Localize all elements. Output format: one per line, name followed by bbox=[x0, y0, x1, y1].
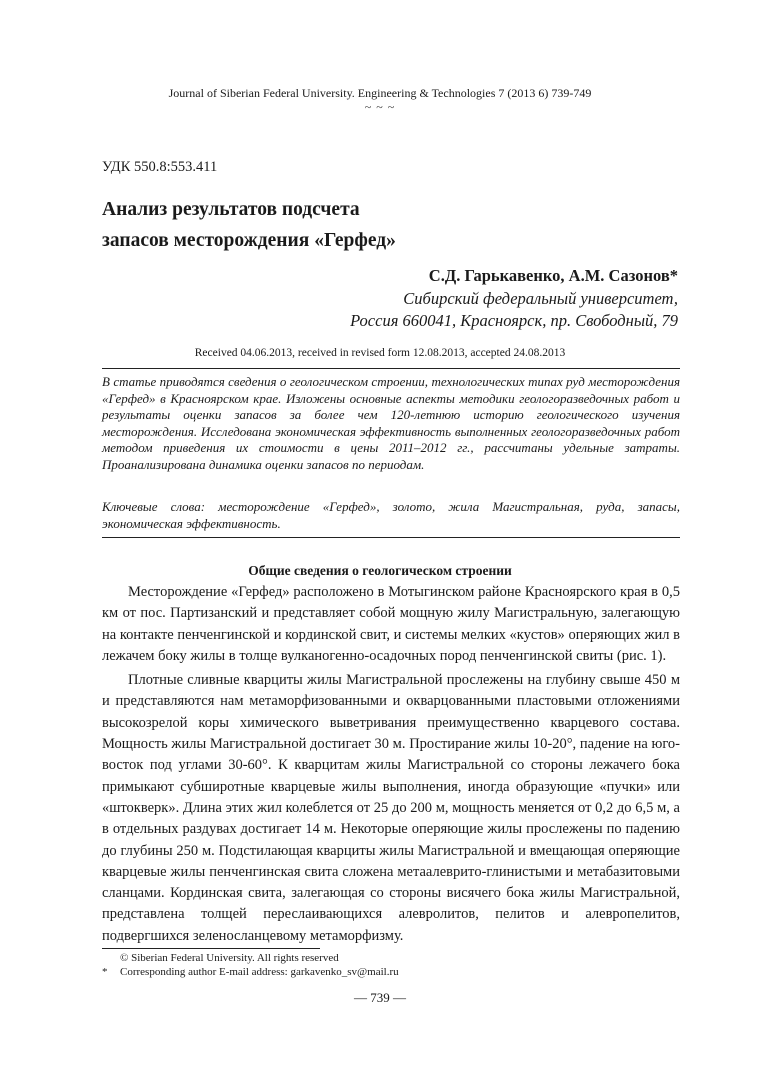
udk-code: УДК 550.8:553.411 bbox=[102, 159, 218, 175]
paper-title bbox=[102, 194, 396, 256]
abstract: В статье приводятся сведения о геологическом строении, технологических типах руд месторождения «Герфед» в Красноярском крае. Изложены основные аспекты методики геологоразведочных работ и результаты оценки запасов за более чем 120-летнюю историю геологического изучения месторождения. Исследована экономическая эффективность выполненных геологоразведочных работ методом приведения их стоимости в цены 2011–2012 гг., рассчитаны удельные затраты. Проанализирована динамика оценки запасов по периодам. bbox=[102, 374, 680, 472]
copyright-footnote: © Siberian Federal University. All rights reserved bbox=[120, 952, 339, 964]
journal-header: Journal of Siberian Federal University. Engineering & Technologies 7 (2013 6) 739-749 bbox=[168, 86, 592, 100]
paragraph-1: Месторождение «Герфед» расположено в Мотыгинском районе Красноярского края в 0,5 км от пос. Партизанский и представляет собой мощную жилу Магистральную, залегающую на контакте пенченгинской и кординской свит, и системы мелких «кустов» оперяющих жил в лежачем боку жилы в толще вулканогенно-осадочных пород пенченгинской свиты (рис. 1). bbox=[102, 584, 680, 664]
footnote-marker: * bbox=[102, 966, 108, 978]
abstract-bottom-rule bbox=[102, 537, 680, 538]
header-ornament: ~ ~ ~ bbox=[364, 100, 396, 114]
affiliation-line-1: Сибирский федеральный университет, bbox=[403, 289, 678, 308]
corresponding-footnote bbox=[102, 966, 399, 978]
body-text bbox=[102, 582, 680, 950]
paper-title-line-1: Анализ результатов подсчета bbox=[102, 199, 360, 220]
abstract-top-rule bbox=[102, 368, 680, 369]
section-title: Общие сведения о геологическом строении bbox=[248, 563, 512, 578]
affiliation-line-2: Россия 660041, Красноярск, пр. Свободный, 79 bbox=[350, 311, 678, 330]
corresponding-email: Corresponding author E-mail address: garkavenko_sv@mail.ru bbox=[120, 966, 399, 978]
affiliation bbox=[350, 288, 678, 332]
authors: С.Д. Гарькавенко, А.М. Сазонов* bbox=[428, 266, 678, 285]
paper-title-line-2: запасов месторождения «Герфед» bbox=[102, 230, 396, 251]
received-dates: Received 04.06.2013, received in revised form 12.08.2013, accepted 24.08.2013 bbox=[194, 347, 566, 359]
page-number: — 739 — bbox=[354, 990, 406, 1005]
footnote-rule bbox=[102, 948, 320, 949]
keywords: Ключевые слова: месторождение «Герфед», золото, жила Магистральная, руда, запасы, экономическая эффективность. bbox=[102, 499, 680, 531]
paragraph-2: Плотные сливные кварциты жилы Магистральной прослежены на глубину свыше 450 м и представляются нам метаморфизованными и окварцованными пластовыми отложениями высокозрелой коры химического выветривания преимущественно кварцевого состава. Мощность жилы Магистральной достигает 30 м. Простирание жилы 10-20°, падение на юго-восток под углами 30-60°. К кварцитам жилы Магистральной со стороны лежачего бока примыкают субширотные кварцевые жилы выполнения, иногда образующие «пучки» или «штокверк». Длина этих жил колеблется от 25 до 200 м, мощность меняется от 0,2 до 6,5 м, а в отдельных раздувах достигает 14 м. Некоторые оперяющие жилы прослежены по падению до глубины 250 м. Подстилающая кварциты жилы Магистральной и вмещающая оперяющие кварцевые жилы пенченгинская свита сложена метаалевритo-глинистыми и метабазитовыми сланцами. Кординская свита, залегающая со стороны висячего бока жилы Магистральной, представлена толщей переслаивающихся алевролитов, пелитов и алевропелитов, подвергшихся зеленосланцевому метаморфизму. bbox=[102, 672, 680, 944]
